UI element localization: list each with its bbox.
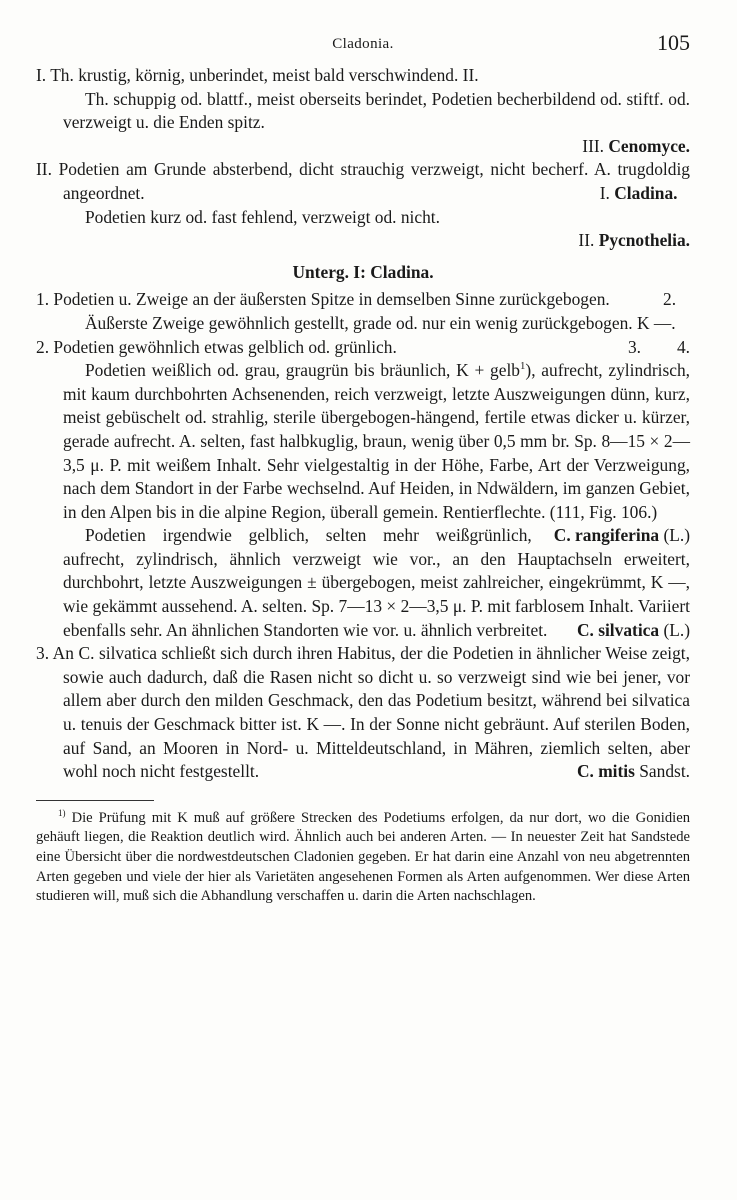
key-entry-1-alt: Äußerste Zweige gewöhnlich gestellt, grade od. nur ein wenig zurückgebogen. K —. 4. [85, 312, 690, 357]
footnote-marker: 1) [58, 807, 66, 818]
footnote-divider [36, 800, 154, 801]
footnote-reference: 1 [520, 360, 526, 373]
species-mitis: 3. An C. silvatica schließt sich durch ihren Habitus, der die Podetien in ähnlicher Weise zeigt, sowie auch dadurch, daß die Rasen nicht so dicht u. so verzweigt sind wie bei jener, vor allem aber durch den milden Geschmack, den das Podetium besitzt, während bei silvatica u. tenuis der Geschmack bitter ist. K —. In der Sonne nicht gebräunt. Auf sterilen Boden, auf Sand, an Mooren in Nord- u. Mitteldeutschland, in Mähren, ziemlich selten, aber wohl noch nicht festgestellt. C. mitis Sandst. [36, 643, 690, 782]
key-entry-I: I. Th. krustig, körnig, unberindet, meist bald verschwindend. II. [36, 65, 479, 85]
key-entry-II-alt: Podetien kurz od. fast fehlend, verzweigt od. nicht. II. Pycnothelia. [85, 206, 690, 251]
species-rangiferina: Podetien weißlich od. grau, graugrün bis bräunlich, K + gelb$^1$), aufrecht, zylindrisch, mit kaum durchbohrten Achsenenden, reich verzweigt, letzte Auszweigungen dünn, kurz, meist gebüschelt od. strahlig, sterile übergebogen-hängend, fertile etwas dicker u. kürzer, gerade aufrecht. A. selten, fast halbkuglig, braun, wenig über 0,5 mm br. Sp. 8—15 × 2—3,5 μ. P. mit weißem Inhalt. Sehr vielgestaltig in der Höhe, Farbe, Art der Verzweigung, nach dem Standort in der Farbe wechselnd. Auf Heiden, in Ndwäldern, im ganzen Gebiet, in den Alpen bis in die alpine Region, überall gemein. Rentierflechte. (111, Fig. 106.) C. rangiferina (L.) [63, 360, 691, 546]
running-title: Cladonia. [332, 36, 394, 52]
taxon-cenomyce: Cenomyce. [608, 135, 690, 156]
key-text [36, 64, 690, 784]
key-entry-2: 2. Podetien gewöhnlich etwas gelblich od. grünlich. 3. [36, 336, 641, 357]
taxon-mitis: C. mitis [576, 761, 635, 782]
book-page [36, 24, 690, 907]
species-silvatica: Podetien irgendwie gelblich, selten mehr weißgrünlich, aufrecht, zylindrisch, ähnlich verzweigt wie vor., an den Hauptachseln erweitert, durchbohrt, letzte Auszweigungen ± übergebogen, meist zahlreicher, eingekrümmt, K —, wie gekämmt aussehend. A. selten. Sp. 7—13 × 2—3,5 μ. P. mit farblosem Inhalt. Variiert ebenfalls sehr. An ähnlichen Standorten wie vor. u. ähnlich verbreitet. C. silvatica (L.) [63, 525, 690, 640]
taxon-rangiferina: C. rangiferina [553, 525, 660, 546]
page-number: 105 [657, 30, 690, 55]
taxon-silvatica: C. silvatica [576, 619, 660, 640]
key-entry-I-alt: Th. schuppig od. blattf., meist oberseits berindet, Podetien becherbildend od. stiftf. od. verzweigt u. die Enden spitz. III. Cenomyce. [63, 88, 690, 156]
subgenus-heading: Unterg. I: Cladina. [292, 261, 434, 282]
key-entry-II: II. Podetien am Grunde absterbend, dicht strauchig verzweigt, nicht becherf. A. trugdoldig angeordnet. I. Cladina. [36, 159, 690, 203]
page-header [36, 24, 690, 64]
footnote: $^{1)}$ Die Prüfung mit K muß auf größere Strecken des Podetiums erfolgen, da nur dort, wo die Gonidien gehäuft liegen, die Reaktion deutlich wird. Ähnlich auch bei anderen Arten. — In neuester Zeit hat Sandstede eine Übersicht über die nordwestdeutschen Cladonien gegeben. Er hat darin eine Anzahl von neu abgetrennten Arten gegeben und viele der hier als Varietäten angesehenen Formen als Arten aufgenommen. Wer diese Arten studieren will, muß sich die Abhandlung verschaffen u. darin die Arten nachschlagen. [36, 807, 690, 905]
taxon-pycnothelia: Pycnothelia. [598, 230, 690, 251]
taxon-cladina: Cladina. [614, 182, 678, 203]
key-entry-1: 1. Podetien u. Zweige an der äußersten Spitze in demselben Sinne zurückgebogen. 2. [36, 289, 677, 310]
